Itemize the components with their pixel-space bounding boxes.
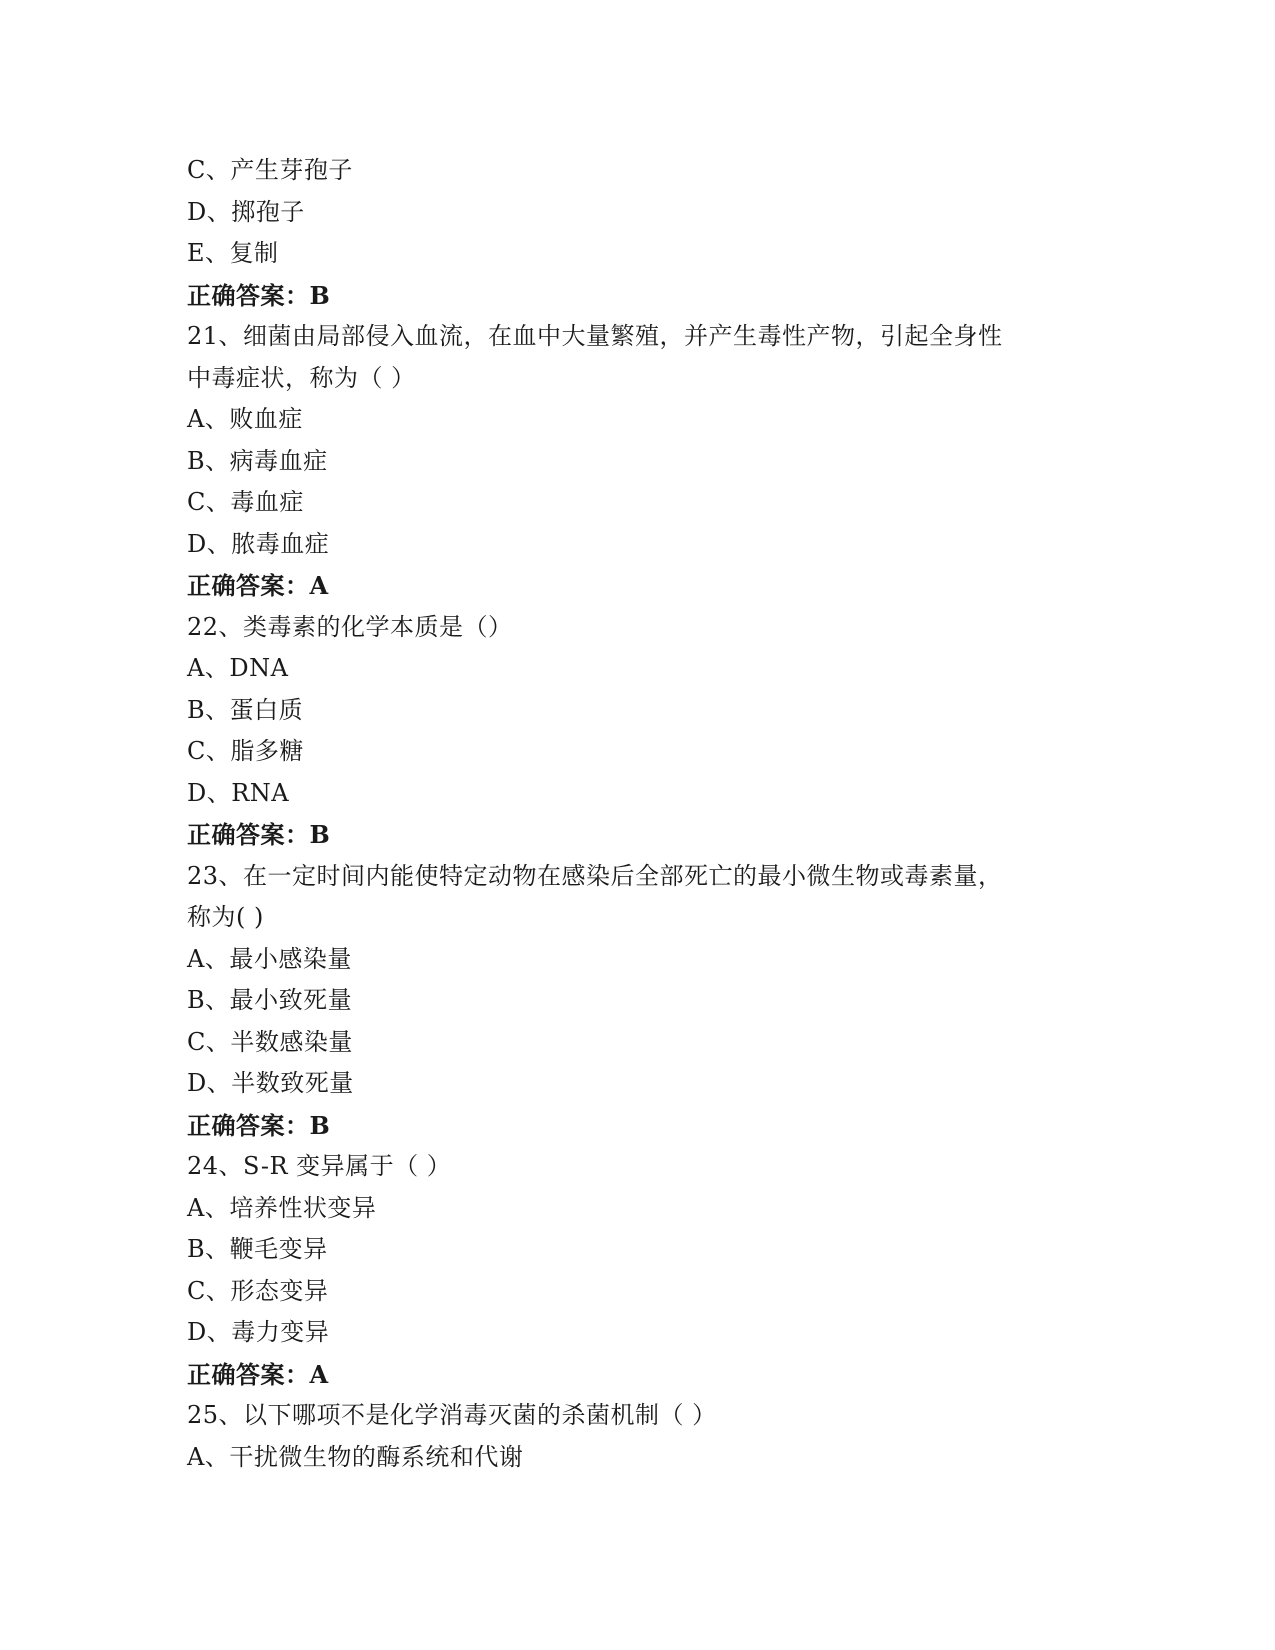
question-text: 称为( ) (187, 903, 264, 931)
option-text: B、病毒血症 (187, 446, 328, 475)
option-text: D、RNA (187, 778, 290, 807)
option-text: A、败血症 (187, 405, 303, 433)
document-page (187, 150, 1087, 1478)
question-text: 中毒症状，称为（ ） (187, 363, 416, 392)
question-text: 23、在一定时间内能使特定动物在感染后全部死亡的最小微生物或毒素量， (187, 861, 1003, 890)
correct-answer: 正确答案：B (187, 1110, 331, 1140)
question-text: 25、以下哪项不是化学消毒灭菌的杀菌机制（ ） (187, 1401, 717, 1429)
option-text: C、形态变异 (187, 1276, 329, 1305)
correct-answer: 正确答案：A (187, 1359, 329, 1389)
correct-answer: 正确答案：B (187, 820, 331, 849)
option-text: C、脂多糖 (187, 737, 304, 765)
correct-answer: 正确答案：B (187, 280, 331, 310)
question-text: 21、细菌由局部侵入血流，在血中大量繁殖，并产生毒性产物，引起全身性 (187, 322, 1003, 350)
option-text: A、最小感染量 (187, 944, 352, 973)
option-text: E、复制 (187, 239, 279, 267)
option-text: C、毒血症 (187, 488, 304, 516)
option-text: D、脓毒血症 (187, 529, 330, 558)
correct-answer: 正确答案：A (187, 571, 329, 600)
option-text: A、DNA (187, 654, 289, 682)
option-text: A、培养性状变异 (187, 1193, 377, 1222)
option-text: B、蛋白质 (187, 695, 304, 724)
option-text: C、产生芽孢子 (187, 156, 353, 184)
option-text: C、半数感染量 (187, 1027, 353, 1056)
option-text: B、鞭毛变异 (187, 1235, 328, 1263)
question-text: 22、类毒素的化学本质是（） (187, 612, 513, 641)
option-text: D、掷孢子 (187, 197, 305, 226)
option-text: D、半数致死量 (187, 1069, 354, 1097)
option-text: B、最小致死量 (187, 986, 353, 1014)
option-text: A、干扰微生物的酶系统和代谢 (187, 1442, 524, 1471)
option-text: D、毒力变异 (187, 1318, 330, 1346)
question-text: 24、S-R 变异属于（ ） (187, 1152, 452, 1180)
